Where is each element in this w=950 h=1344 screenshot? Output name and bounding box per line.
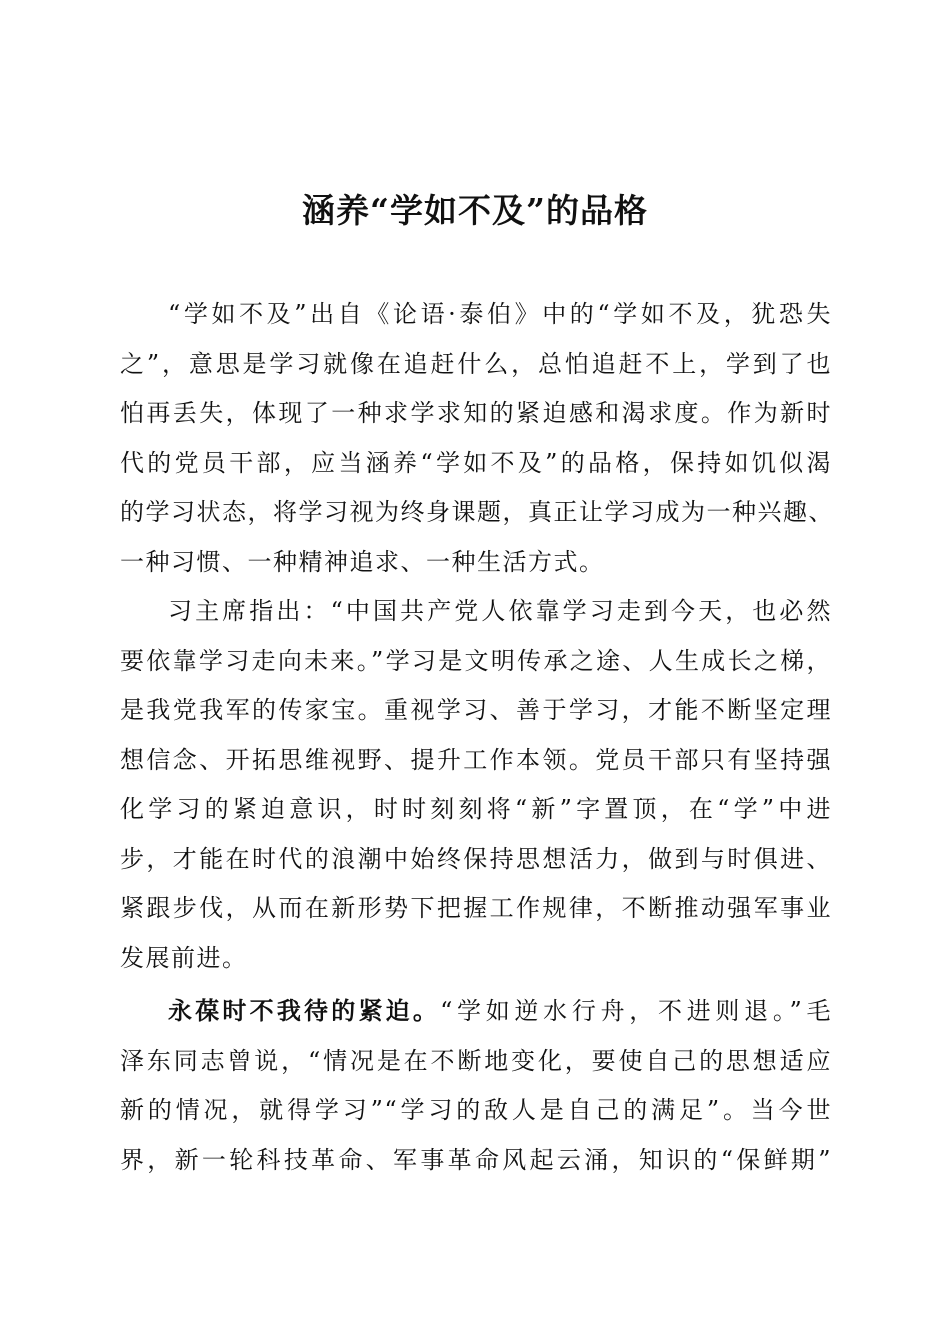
text-line-with-lead [120, 987, 832, 1037]
text-line: 代的党员干部，应当涵养“学如不及”的品格，保持如饥似渴 [120, 448, 832, 477]
text-line: 一种习惯、一种精神追求、一种生活方式。 [120, 547, 605, 576]
paragraph-1 [120, 290, 832, 587]
text-line: 要依靠学习走向未来。”学习是文明传承之途、人生成长之梯， [120, 646, 832, 675]
text-line: 化学习的紧迫意识，时时刻刻将“新”字置顶，在“学”中进 [120, 795, 832, 823]
text-line: “学如不及”出自《论语·泰伯》中的“学如不及，犹恐失 [168, 300, 832, 328]
text-line: 步，才能在时代的浪潮中始终保持思想活力，做到与时俱进、 [120, 844, 832, 873]
text-line: 泽东同志曾说，“情况是在不断地变化，要使自己的思想适应 [120, 1046, 832, 1075]
text-line: 的学习状态，将学习视为终身课题，真正让学习成为一种兴趣、 [120, 498, 834, 526]
text-line: 想信念、开拓思维视野、提升工作本领。党员干部只有坚持强 [120, 745, 832, 774]
text-line: 发展前进。 [120, 943, 248, 972]
paragraph-3 [120, 987, 832, 1185]
paragraph-2 [120, 587, 832, 983]
text-line: 习主席指出：“中国共产党人依靠学习走到今天，也必然 [168, 597, 832, 625]
section-lead-heading: 永葆时不我待的紧迫。 [168, 997, 441, 1025]
text-line: 是我党我军的传家宝。重视学习、善于学习，才能不断坚定理 [120, 696, 832, 724]
text-line: 怕再丢失，体现了一种求学求知的紧迫感和渴求度。作为新时 [120, 399, 832, 427]
text-line: 新的情况，就得学习”“学习的敌人是自己的满足”。当今世 [120, 1096, 832, 1124]
text-line: 界，新一轮科技革命、军事革命风起云涌，知识的“保鲜期” [120, 1145, 832, 1174]
text-line: 之”，意思是学习就像在追赶什么，总怕追赶不上，学到了也 [120, 349, 832, 378]
document-title: 涵养“学如不及”的品格 [302, 191, 648, 230]
text-line: 紧跟步伐，从而在新形势下把握工作规律，不断推动强军事业 [120, 894, 832, 922]
text-line-rest: “学如逆水行舟，不进则退。”毛 [440, 997, 833, 1025]
